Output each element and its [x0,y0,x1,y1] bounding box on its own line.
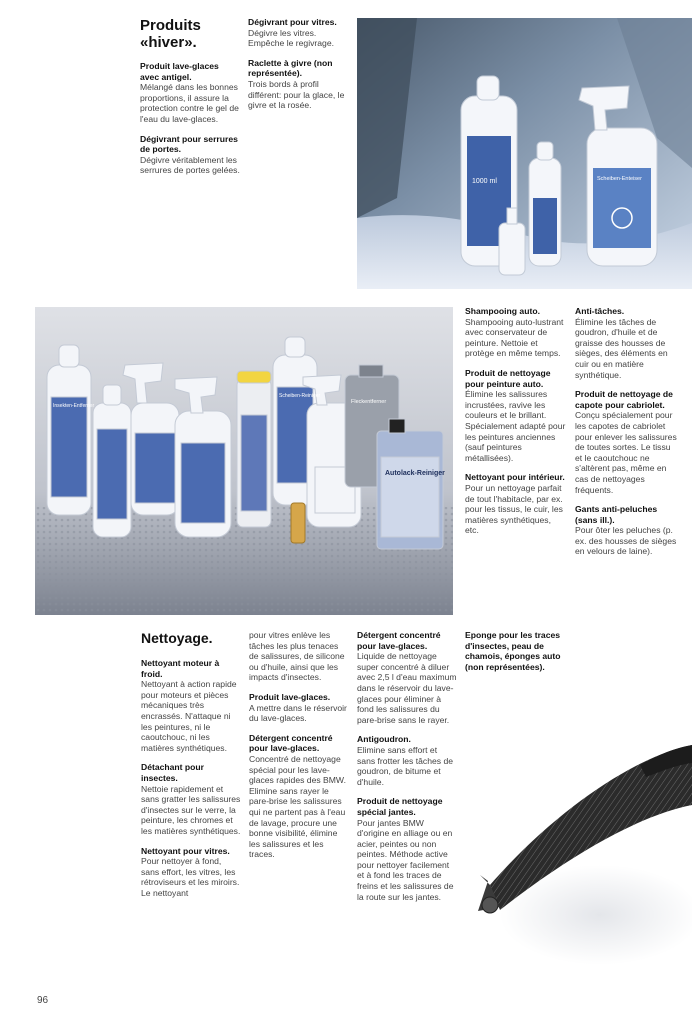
cleaning-item-title: Produit lave-glaces. [249,691,331,702]
cleaning-item-title: Détergent concentré pour lave-glaces. [357,630,441,651]
care-item [465,472,567,536]
cleaning-item-title: Eponge pour les traces d'insectes, peau de chamois, éponges auto (non représentées). [465,630,561,672]
bottle-product-label: Scheiben-Enteiser [597,176,642,182]
cleaning-item-text: A mettre dans le réservoir du lave-glaces. [249,702,347,724]
care-item-title: Produit de nettoyage pour peinture auto. [465,367,551,389]
care-item [575,306,679,380]
winter-products-photo [357,18,692,289]
cleaning-item [141,658,241,753]
cleaning-item-title: Nettoyant moteur à froid. [141,658,220,679]
cleaning-column-4 [465,630,565,681]
care-item [575,504,679,557]
cleaning-item-text: Pour jantes BMW d'origine en alliage ou en acier, peintes ou non peintes. Méthode active pour nettoyer facilement et à fond les traces de freins et les salissures de la route sur les jantes. [357,817,454,902]
cleaning-column-3 [357,630,457,911]
winter-item-title: Raclette à givre (non représentée). [248,57,333,79]
flecken-label: Fleckentferner [351,399,387,405]
winter-item-title: Produit lave-glaces avec antigel. [140,61,219,82]
care-item-text: Pour un nettoyage parfait de tout l'habitacle, par ex. pour les tissus, le cuir, les matières synthétiques, etc. [465,482,563,536]
care-item-title: Shampooing auto. [465,306,540,316]
cleaning-item-title: Détergent concentré pour lave-glaces. [249,732,333,754]
care-item-text: Pour ôter les peluches (p. ex. des housses de sièges en velours de laine). [575,525,677,557]
winter-item-title: Dégivrant pour serrures de portes. [140,133,238,155]
cleaning-item [357,796,457,902]
bottle-volume-label: 1000 ml [472,178,497,185]
winter-item-text: Dégivre les vitres. Empêche le regivrage. [248,27,334,49]
care-item-text: Élimine les salissures incrustées, ravive les couleurs et le brillant. Spécialement adapté pour les peintures anciennes (sauf peintures métallisées). [465,389,566,463]
care-products-illustration [35,307,453,615]
winter-item-text: Dégivre véritablement les serrures de portes gelées. [140,154,240,176]
winter-title-column [140,17,240,185]
scheiben-reiniger-label: Scheiben-Reiniger [279,393,321,399]
winter-item [140,61,240,125]
cleaning-item [141,762,241,836]
cleaning-item [465,630,565,672]
care-item-title: Gants anti-peluches (sans ill.). [575,504,658,525]
winter-column-2 [248,17,348,120]
winter-title-line2: «hiver». [140,34,197,51]
cleaning-item [357,630,457,725]
winter-item [248,58,348,111]
cleaning-title: Nettoyage. [141,630,213,646]
winter-item-text: Mélangé dans les bonnes proportions, il assure la protection contre le gel de l'eau du lave-glaces. [140,82,239,124]
care-item-title: Produit de nettoyage de capote pour cabriolet. [575,389,673,410]
cleaning-item-text: pour vitres enlève les tâches les plus tenaces de salissures, de silicone ou d'huile, ainsi que les impacts d'insectes. [249,630,345,683]
cleaning-item-title: Nettoyant pour vitres. [141,845,230,856]
winter-title [140,17,240,51]
care-column-2 [575,306,679,566]
cleaning-item-title: Antigoudron. [357,734,411,745]
care-item-title: Anti-tâches. [575,306,625,316]
care-column-1 [465,306,567,545]
insekten-label: Insekten-Entferner [53,403,95,409]
cleaning-item [249,733,349,860]
care-item-text: Conçu spécialement pour les capotes de cabriolet pour enlever les salissures de toutes sortes. Le tissu et le caoutchouc ne s'altèrent pas, même en cas de nettoyages fréquents. [575,410,677,495]
care-item [575,389,679,495]
cleaning-item [249,692,349,724]
care-item-title: Nettoyant pour intérieur. [465,472,565,483]
care-products-photo [35,307,453,615]
cleaning-column-1 [141,630,241,907]
cleaning-column-2 [249,630,349,869]
cleaning-item-title: Détachant pour insectes. [141,762,205,783]
winter-title-line1: Produits [140,17,201,34]
winter-item-text: Trois bords à profil différent: pour la glace, le givre et la rosée. [248,78,345,111]
care-item [465,368,567,463]
cleaning-item-title: Produit de nettoyage spécial jantes. [357,796,443,817]
brush-photo [470,735,692,975]
cleaning-item-text: Elimine sans effort et sans frotter les tâches de goudron, de bitume et d'huile. [357,744,454,787]
winter-products-illustration [357,18,692,289]
care-item [465,306,567,359]
cleaning-item-text: Nettoie rapidement et sans gratter les salissures d'insectes sur le verre, la peinture, les chromes et les matières synthétiques. [141,783,241,836]
winter-item [140,134,240,176]
cleaning-continued-text [249,630,349,683]
cleaning-item [357,734,457,787]
care-item-text: Shampooing auto-lustrant avec conservateur de peinture. Nettoie et protège en même temps. [465,316,564,359]
cleaning-item-text: Liquide de nettoyage super concentré à diluer avec 2,5 l d'eau maximum dans le réservoir du lave-glaces pour éliminer à fond les salissures du pare-brise sans le rayer. [357,651,457,725]
care-item-text: Élimine les tâches de goudron, d'huile et de graisse des housses de sièges, des éléments en cuir ou en matière synthétique. [575,316,668,380]
wheel-brush-illustration [470,735,692,975]
winter-item [248,17,348,49]
winter-item-title: Dégivrant pour vitres. [248,17,337,27]
autolack-label: Autolack-Reiniger [385,470,445,477]
page-number: 96 [37,995,49,1006]
cleaning-item [141,846,241,899]
cleaning-item-text: Concentré de nettoyage spécial pour les lave-glaces rapides des BMW. Elimine sans rayer le pare-brise les salissures qui ne partent pas à l'eau de lavage, procure une bonne visibilité, élimine les salissures et les traces. [249,753,346,860]
cleaning-item-text: Nettoyant à action rapide pour moteurs et pièces mécaniques très encrassés. N'attaque ni les peintures, ni le caoutchouc, ni les matières synthétiques. [141,679,237,753]
cleaning-item-text: Pour nettoyer à fond, sans effort, les vitres, les rétroviseurs et les miroirs. Le nettoyant [141,856,240,898]
